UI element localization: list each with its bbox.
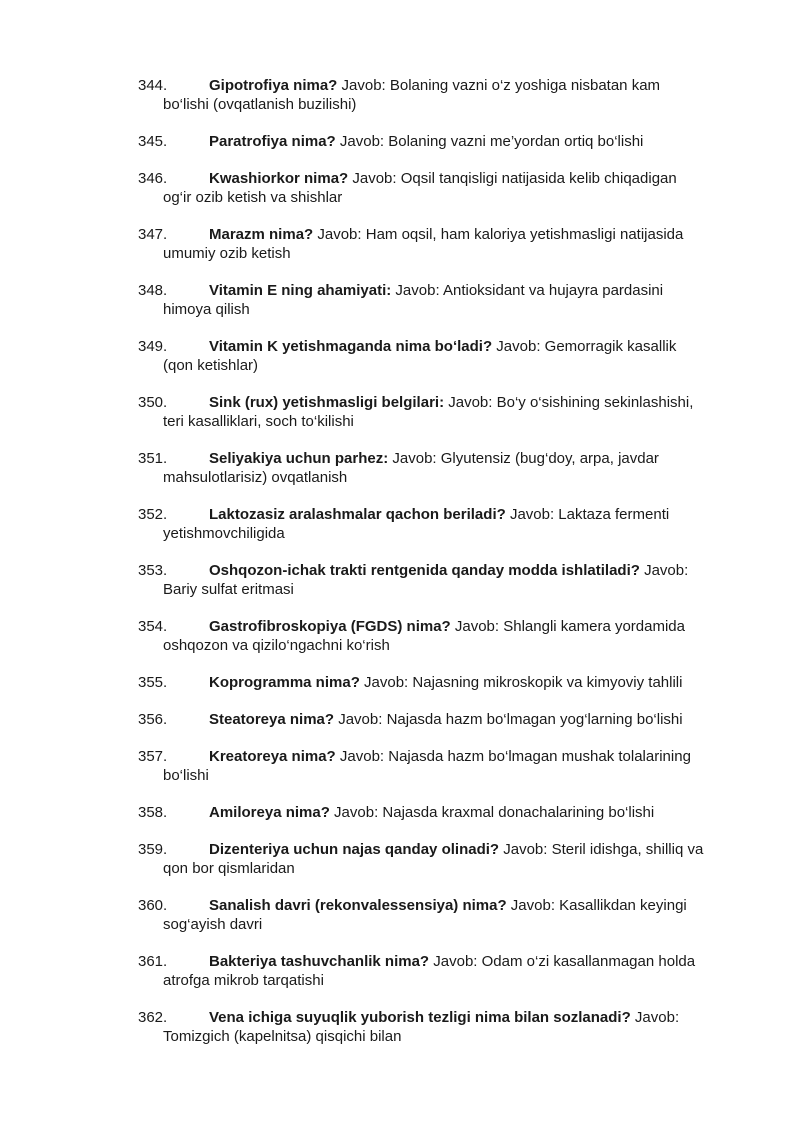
item-first-line	[163, 169, 753, 188]
qa-item	[0, 673, 753, 692]
item-number: 347.	[138, 226, 168, 243]
question-text: Kwashiorkor nima?	[209, 170, 349, 187]
question-text: Seliyakiya uchun parhez:	[209, 450, 389, 467]
item-number: 348.	[138, 282, 168, 299]
item-number: 357.	[138, 748, 168, 765]
qa-item	[0, 747, 753, 785]
item-number: 344.	[138, 77, 168, 94]
item-number: 349.	[138, 338, 168, 355]
item-number: 346.	[138, 170, 168, 187]
item-first-line	[163, 449, 753, 468]
answer-text: Javob: Antioksidant va hujayra pardasini	[391, 282, 664, 299]
item-first-line	[163, 1008, 753, 1027]
qa-item	[0, 132, 753, 151]
item-number: 354.	[138, 618, 168, 635]
qa-item	[0, 710, 753, 729]
answer-text: Javob: Najasda kraxmal donachalarining bo‘lishi	[329, 804, 655, 821]
qa-item	[0, 337, 753, 375]
answer-text: Javob: Gemorragik kasallik	[492, 338, 677, 355]
item-first-line	[163, 505, 753, 524]
question-text: Kreatoreya nima?	[209, 748, 336, 765]
qa-item	[0, 617, 753, 655]
answer-continuation: sog‘ayish davri	[163, 916, 263, 933]
item-first-line	[163, 337, 753, 356]
item-number: 360.	[138, 897, 168, 914]
item-number: 351.	[138, 450, 168, 467]
item-first-line	[163, 896, 753, 915]
item-first-line	[163, 747, 753, 766]
answer-text: Javob: Steril idishga, shilliq va	[499, 841, 704, 858]
answer-text: Javob: Najasda hazm bo‘lmagan mushak tolalarining	[335, 748, 691, 765]
qa-item	[0, 952, 753, 990]
item-first-line	[163, 76, 753, 95]
question-text: Marazm nima?	[209, 226, 314, 243]
answer-continuation: qon bor qismlaridan	[163, 860, 295, 877]
answer-text: Javob: Najasning mikroskopik va kimyoviy tahlili	[359, 674, 683, 691]
answer-continuation: oshqozon va qizilo‘ngachni ko‘rish	[163, 637, 390, 654]
item-number: 345.	[138, 133, 168, 150]
item-first-line	[163, 673, 753, 692]
item-number: 359.	[138, 841, 168, 858]
question-text: Sink (rux) yetishmasligi belgilari:	[209, 394, 445, 411]
question-text: Sanalish davri (rekonvalessensiya) nima?	[209, 897, 507, 914]
answer-continuation: mahsulotlarisiz) ovqatlanish	[163, 469, 348, 486]
answer-continuation: Bariy sulfat eritmasi	[163, 581, 294, 598]
question-text: Vitamin E ning ahamiyati:	[209, 282, 392, 299]
qa-item	[0, 449, 753, 487]
answer-text: Javob: Glyutensiz (bug‘doy, arpa, javdar	[388, 450, 659, 467]
answer-text: Javob:	[639, 562, 689, 579]
qa-item	[0, 393, 753, 431]
question-text: Koprogramma nima?	[209, 674, 360, 691]
answer-text: Javob: Bo‘y o‘sishining sekinlashishi,	[444, 394, 694, 411]
qa-item	[0, 803, 753, 822]
qa-item	[0, 840, 753, 878]
qa-item	[0, 561, 753, 599]
answer-continuation: teri kasalliklari, soch to‘kilishi	[163, 413, 354, 430]
answer-continuation: himoya qilish	[163, 301, 250, 318]
item-first-line	[163, 225, 753, 244]
qa-item	[0, 1008, 753, 1046]
answer-continuation: Tomizgich (kapelnitsa) qisqichi bilan	[163, 1028, 402, 1045]
item-number: 350.	[138, 394, 168, 411]
question-text: Vitamin K yetishmaganda nima bo‘ladi?	[209, 338, 493, 355]
item-first-line	[163, 561, 753, 580]
qa-item	[0, 225, 753, 263]
item-first-line	[163, 617, 753, 636]
question-text: Bakteriya tashuvchanlik nima?	[209, 953, 430, 970]
answer-text: Javob:	[630, 1009, 680, 1026]
answer-text: Javob: Ham oqsil, ham kaloriya yetishmasligi natijasida	[313, 226, 684, 243]
qa-item	[0, 505, 753, 543]
answer-text: Javob: Kasallikdan keyingi	[506, 897, 687, 914]
answer-text: Javob: Shlangli kamera yordamida	[450, 618, 685, 635]
answer-continuation: umumiy ozib ketish	[163, 245, 291, 262]
question-answer-list	[0, 76, 800, 1064]
answer-text: Javob: Bolaning vazni me’yordan ortiq bo‘lishi	[335, 133, 644, 150]
item-first-line	[163, 840, 753, 859]
qa-item	[0, 281, 753, 319]
answer-continuation: (qon ketishlar)	[163, 357, 259, 374]
question-text: Gastrofibroskopiya (FGDS) nima?	[209, 618, 451, 635]
qa-item	[0, 169, 753, 207]
item-number: 355.	[138, 674, 168, 691]
item-number: 358.	[138, 804, 168, 821]
answer-continuation: bo‘lishi (ovqatlanish buzilishi)	[163, 96, 357, 113]
qa-item	[0, 76, 753, 114]
answer-text: Javob: Laktaza fermenti	[505, 506, 670, 523]
question-text: Laktozasiz aralashmalar qachon beriladi?	[209, 506, 506, 523]
question-text: Vena ichiga suyuqlik yuborish tezligi nima bilan sozlanadi?	[209, 1009, 631, 1026]
answer-continuation: yetishmovchiligida	[163, 525, 285, 542]
answer-text: Javob: Bolaning vazni o‘z yoshiga nisbatan kam	[337, 77, 661, 94]
item-number: 356.	[138, 711, 168, 728]
item-number: 352.	[138, 506, 168, 523]
answer-continuation: bo‘lishi	[163, 767, 209, 784]
item-number: 362.	[138, 1009, 168, 1026]
question-text: Amiloreya nima?	[209, 804, 330, 821]
item-first-line	[163, 281, 753, 300]
question-text: Dizenteriya uchun najas qanday olinadi?	[209, 841, 500, 858]
item-number: 353.	[138, 562, 168, 579]
qa-item	[0, 896, 753, 934]
answer-continuation: og‘ir ozib ketish va shishlar	[163, 189, 343, 206]
answer-text: Javob: Oqsil tanqisligi natijasida kelib chiqadigan	[348, 170, 677, 187]
item-first-line	[163, 710, 753, 729]
item-first-line	[163, 393, 753, 412]
item-first-line	[163, 952, 753, 971]
answer-text: Javob: Najasda hazm bo‘lmagan yog‘larning bo‘lishi	[334, 711, 683, 728]
answer-continuation: atrofga mikrob tarqatishi	[163, 972, 324, 989]
question-text: Steatoreya nima?	[209, 711, 335, 728]
item-number: 361.	[138, 953, 168, 970]
item-first-line	[163, 803, 753, 822]
question-text: Gipotrofiya nima?	[209, 77, 338, 94]
question-text: Oshqozon-ichak trakti rentgenida qanday modda ishlatiladi?	[209, 562, 640, 579]
question-text: Paratrofiya nima?	[209, 133, 336, 150]
answer-text: Javob: Odam o‘zi kasallanmagan holda	[429, 953, 696, 970]
item-first-line	[163, 132, 753, 151]
